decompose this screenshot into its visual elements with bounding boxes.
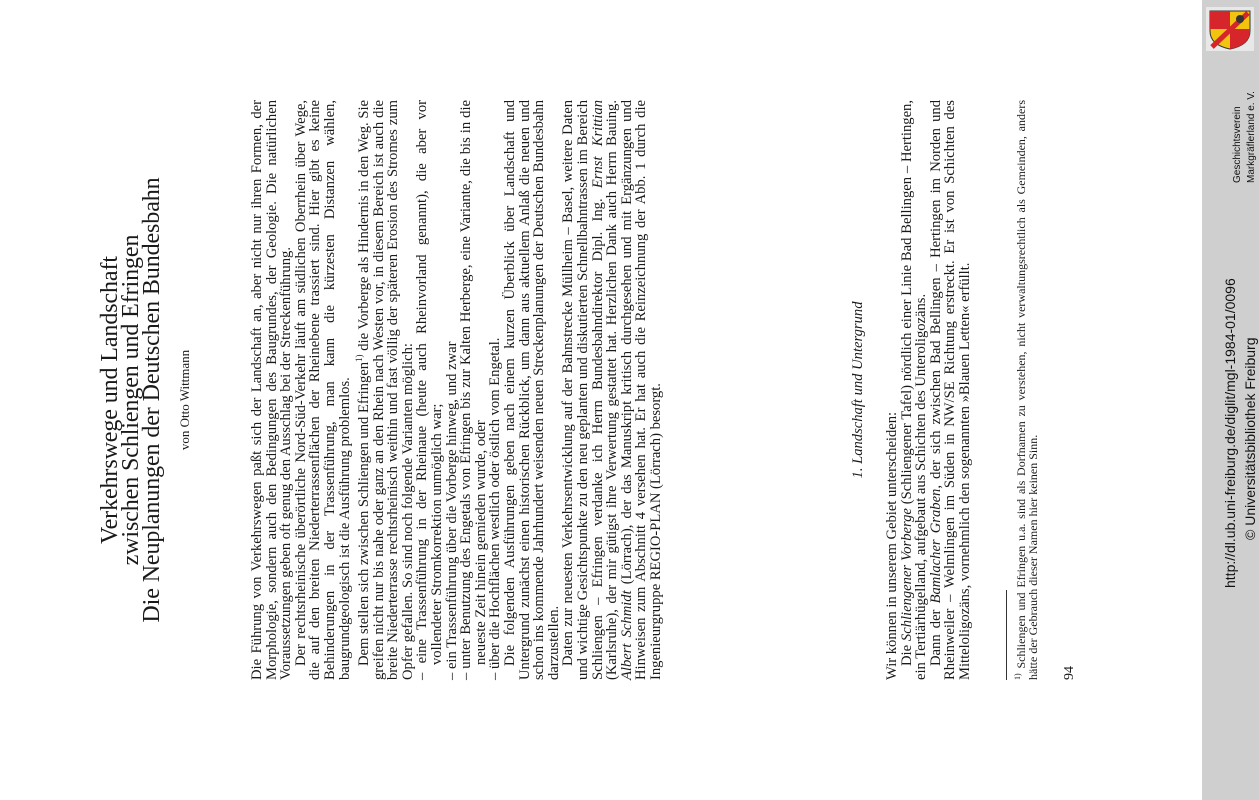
list-item-text: über die Hochflächen westlich oder östlich vom Engetal.: [487, 337, 504, 670]
footnote-ref: 1): [354, 354, 365, 362]
paragraph: Die Führung von Verkehrswegen paßt sich der Landschaft an, aber nicht nur ihren Formen, der Morphologie, sondern auch den Bedingungen des Baugrundes, der Geologie. Die natürlichen Voraussetzungen geben oft genug den Ausschlag bei der Streckenführung.: [249, 100, 295, 680]
text-run: die Vorberge als Hindernis in den Weg. Sie greifen nicht nur bis nahe oder ganz an den Rhein nach Westen vor, in diesem Bereich ist auch die breite Niederterrasse rechtsrheinisch weithin und fast völlig der späteren Erosion des Stromes zum Opfer gefallen. So sind noch folgende Varianten möglich:: [356, 100, 416, 680]
place-name: Schliengener Vorberge: [898, 508, 915, 642]
person-name: Ernst Krittian: [589, 100, 606, 189]
person-name: Albert Schmidt: [618, 590, 635, 680]
article-header: [97, 0, 193, 800]
copyright-notice: © Universitätsbibliothek Freiburg: [1242, 337, 1258, 540]
paragraph: [561, 100, 663, 680]
society-name-line-1: Geschichtsverein: [1232, 106, 1243, 183]
title-line-1: Verkehrswege und Landschaft: [97, 256, 123, 544]
section-heading: 1. Landschaft und Untergrund: [850, 301, 866, 479]
list-dash: –: [414, 672, 431, 680]
title-line-2: zwischen Schliengen und Efringen: [118, 234, 144, 566]
text-run: Die: [898, 644, 915, 666]
text-run: der sich zwischen Bad Bellingen – Hertingen im Norden und Rheinweiler – Welmlingen im Süden in NW/SE Richtung erstreckt. Er ist von Schichten des Mitteloligozäns, vornehmlich den sogenannten »Blauen Letten« erfüllt.: [927, 99, 973, 680]
source-url[interactable]: http://dl.ub.uni-freiburg.de/diglit/mgl-1984-01/0096: [1222, 278, 1238, 588]
list-item: [415, 100, 444, 680]
footnote-text: Schliengen und Efringen u.a. sind als Dorfnamen zu verstehen, nicht verwaltungsrechtlich als Gemeinden, anders hätte der Gebrauch dieser Namen hier keinen Sinn.: [1014, 99, 1040, 680]
paragraph: Der rechtsrheinische überörtliche Nord-Süd-Verkehr läuft am südlichen Oberrhein über Wege, die auf den breiten Niederterrassenflächen der Rheinebene trassiert sind. Hier gibt es keine Behinderungen in der Trassenführung, man kann die kürzesten Distanzen wählen, baugrundgeologisch ist die Ausführung problemlos.: [292, 100, 353, 680]
footnote-mark: 1): [1013, 673, 1022, 680]
footnote: [1012, 100, 1040, 680]
paragraph: [900, 100, 929, 680]
section-body: [885, 100, 973, 680]
text-run: (Schliengener Tafel) nördlich einer Linie Bad Bellingen – Hertingen, ein Tertiärhügelland, aufgebaut aus Schichten des Unteroligozäns.: [898, 100, 930, 680]
paragraph: [352, 100, 415, 680]
list-item-text: ein Trassenführung über die Vorberge hinweg, und zwar: [443, 341, 460, 670]
text-run: Dann der: [927, 609, 944, 666]
text-run: Daten zur neuesten Verkehrsentwicklung auf der Bahnstrecke Müllheim – Basel, weitere Daten und wichtige Gesichtspunkte zu den neu geplanten und diskutierten Schnellbahntrassen im Bereich Schliengen – Efringen verdanke ich Herrn Bundesbahndirektor Dipl. Ing.: [560, 100, 606, 680]
title-line-3: Die Neuplanungen der Deutschen Bundesbahn: [139, 177, 165, 623]
list-item-text: eine Trassenführung in der Rheinaue (heute auch Rheinvorland genannt), die aber vor vollendeter Stromkorrektion unmöglich war;: [414, 100, 445, 665]
paragraph: Die folgenden Ausführungen geben nach einem kurzen Überblick über Landschaft und Untergrund zunächst einen historischen Rückblick, um dann aus aktuellem Anlaß die neuen und schon ins kommende Jahrhundert weisenden neuen Streckenplanungen der Deutschen Bundesbahn darzustellen.: [501, 100, 562, 680]
text-run: (Lörrach), der das Manuskript kritisch durchgesehen und mit Ergänzungen und Hinweisen zum Abschnitt 4 versehen hat. Er hat auch die Reinzeichnung der Abb. 1 durch die Ingenieurgruppe REGIO-PLAN (Lörrach) besorgt.: [618, 100, 664, 680]
text-run: (Karlsruhe), der mir gütigst ihre Verwertung gestattet hat. Herzlichen Dank auch Herrn Bauing.: [604, 100, 621, 680]
list-dash: –: [487, 672, 504, 680]
author-line: von Otto Wittmann: [177, 349, 192, 451]
society-name-line-2: Markgräflerland e. V.: [1246, 91, 1257, 183]
article-body: [250, 100, 663, 680]
page-number: 94: [1062, 666, 1077, 680]
coat-of-arms-icon: [1206, 7, 1254, 51]
paragraph: [929, 100, 973, 680]
place-name: Bamlacher Graben,: [927, 484, 944, 604]
text-run: Dem stellen sich zwischen Schliengen und Efringen: [356, 361, 373, 666]
list-dash: –: [443, 672, 460, 680]
list-item: [459, 100, 488, 680]
paragraph: Wir können in unserem Gebiet unterscheiden:: [884, 411, 900, 680]
footnote-divider: [1006, 590, 1007, 680]
list-item: [488, 100, 503, 680]
list-item: [445, 100, 460, 680]
list-item-text: unter Benutzung des Engetals von Efringen bis zur Kalten Herberge, eine Variante, die bis in die neueste Zeit hinein gemieden wurde, oder: [458, 100, 489, 669]
list-dash: –: [458, 672, 475, 680]
